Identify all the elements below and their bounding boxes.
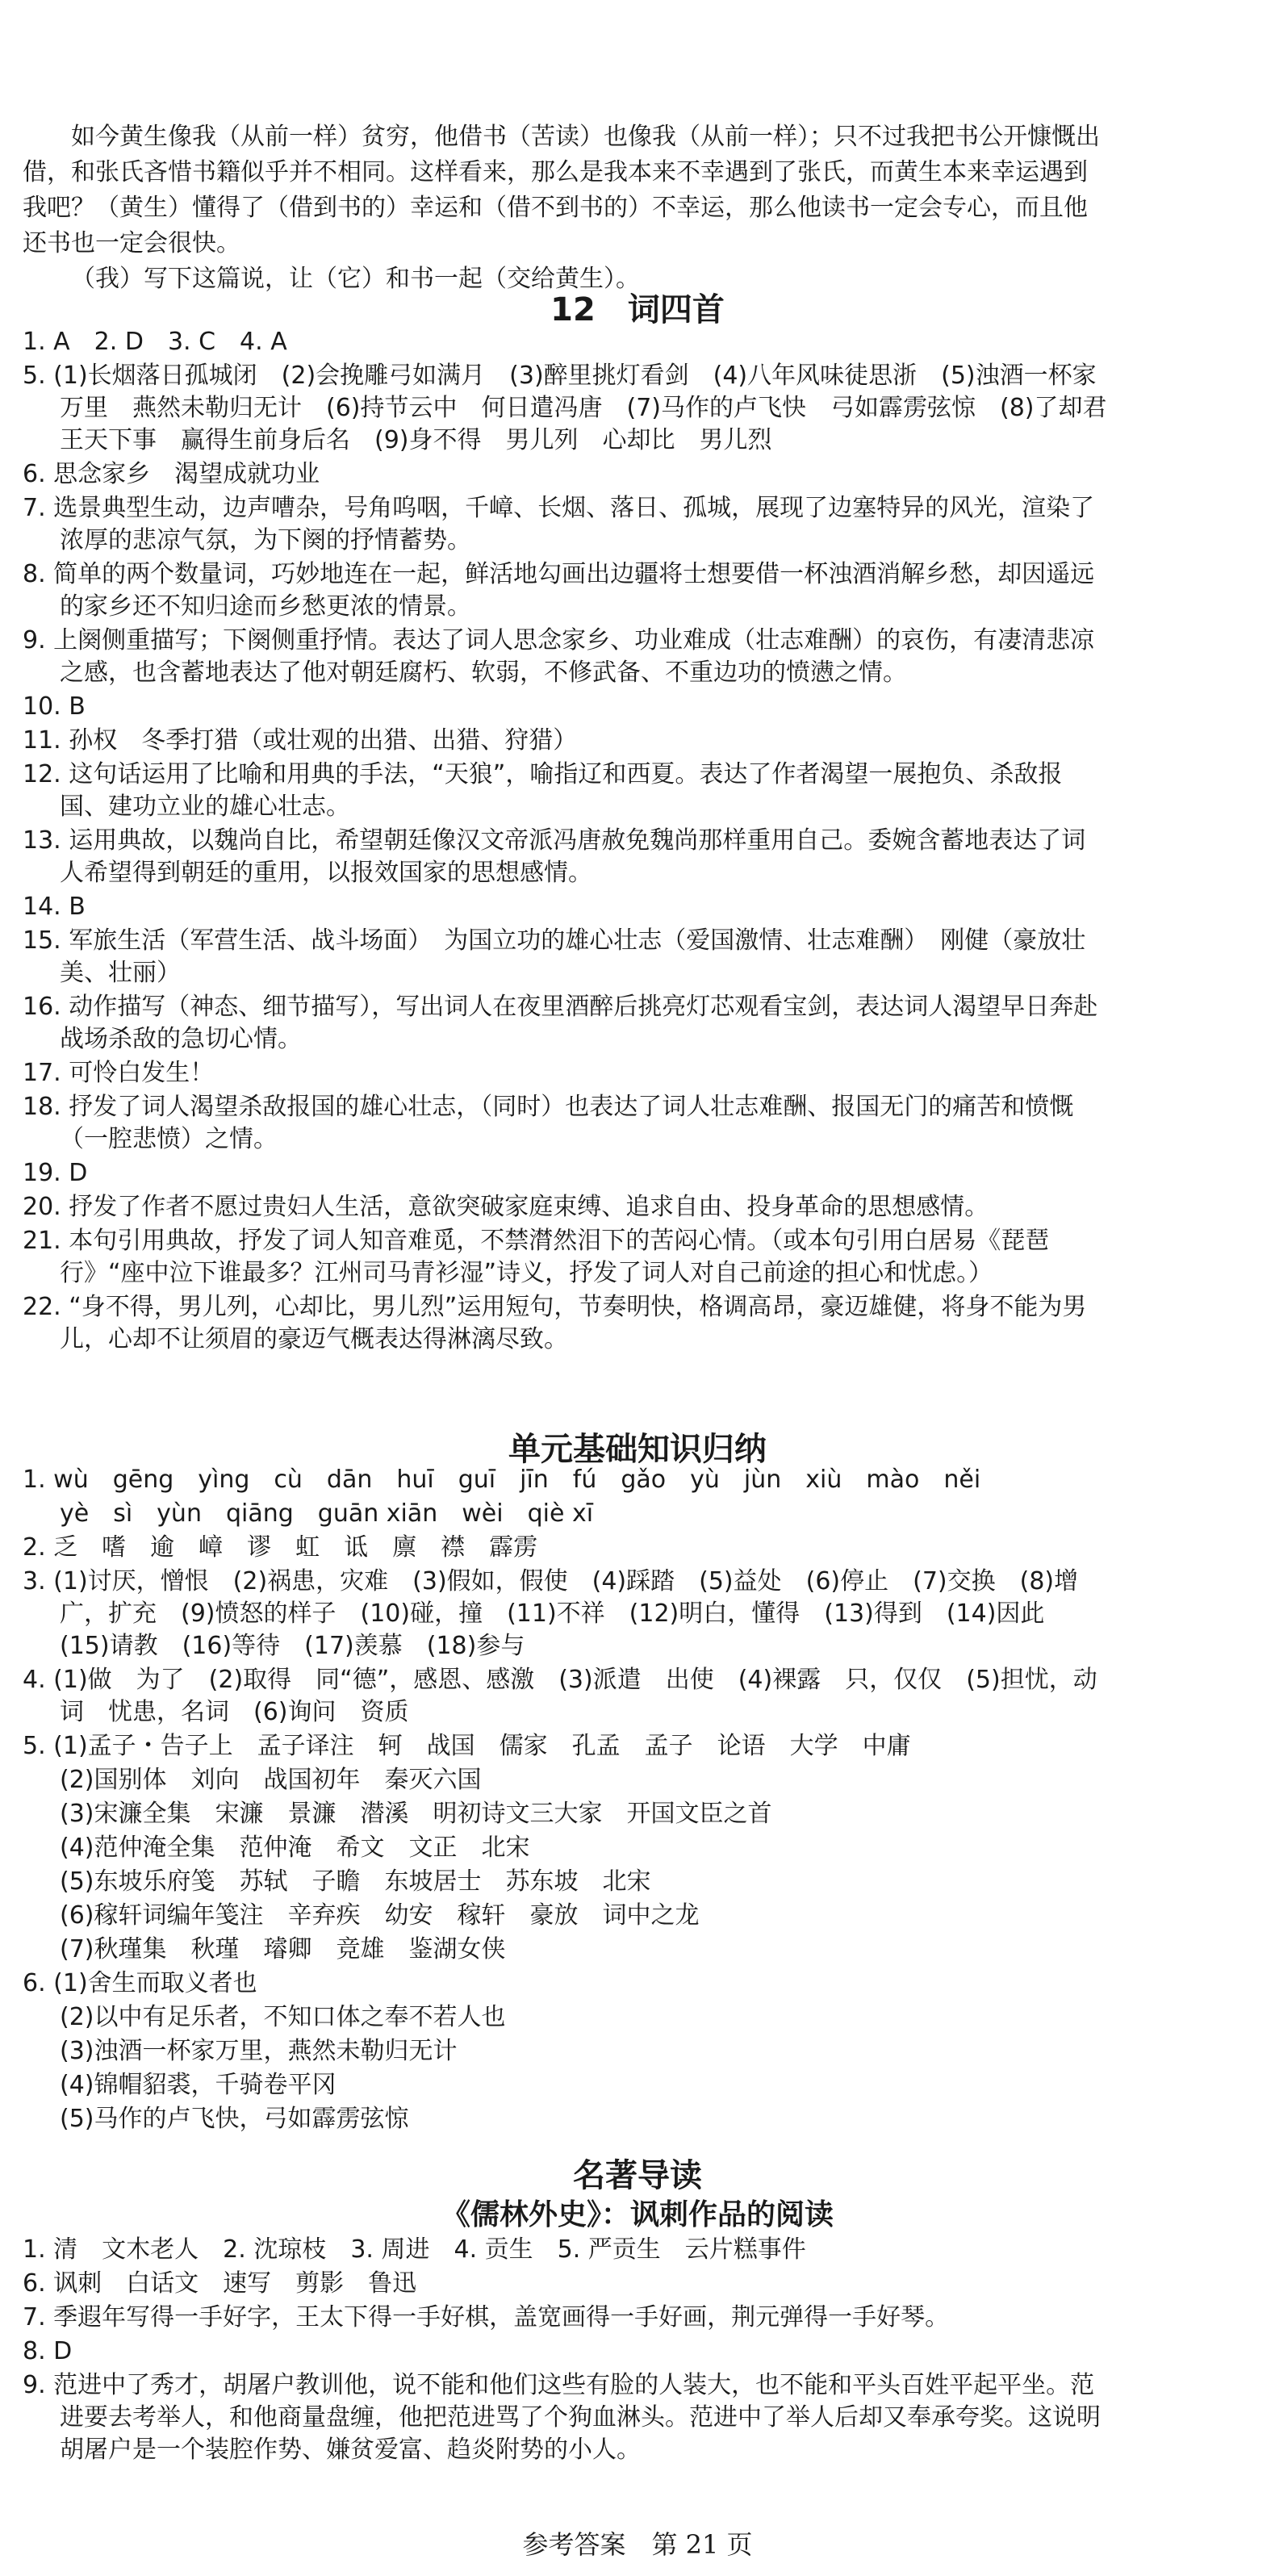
answer-item: 1. A 2. D 3. C 4. A [23,328,287,356]
pinyin-answers [23,1464,1108,1532]
answer-item: 8. D [23,2337,73,2365]
answer-item: 7. 季遐年写得一手好字，王太下得一手好棋，盖宽画得一手好画，荆元弹得一手好琴。 [23,2303,950,2331]
answer-item: 15. 军旅生活（军营生活、战斗场面） 为国立功的雄心壮志（爱国激情、壮志难酬） 刚健（豪放壮美、壮丽） [23,926,1086,987]
answer-subitem: (6)稼轩词编年笺注 辛弃疾 幼安 稼轩 豪放 词中之龙 [60,1901,700,1930]
answer-item: 17. 可怜白发生！ [23,1059,215,1087]
answer-item: 1. 清 文木老人 2. 沈琼枝 3. 周进 4. 贡生 5. 严贡生 云片糕事件 [23,2235,806,2264]
answer-subitem: (4)锦帽貂裘，千骑卷平冈 [60,2071,337,2099]
answer-item: 8. 简单的两个数量词，巧妙地连在一起，鲜活地勾画出边疆将士想要借一杯浊酒消解乡愁，却因遥远的家乡还不知归途而乡愁更浓的情景。 [23,560,1095,621]
answer-item: 5. (1)长烟落日孤城闭 (2)会挽雕弓如满月 (3)醉里挑灯看剑 (4)八年风味徒思浙 (5)浊酒一杯家万里 燕然未勒归无计 (6)持节云中 何日遣冯唐 (7)马作的卢飞快 弓如霹雳弦惊 (8)了却君王天下事 赢得生前身后名 (9)身不得 男儿列 心却比 男儿烈 [23,362,1107,454]
section-title: 单元基础知识归纳 [508,1431,767,1468]
answer-item: 16. 动作描写（神态、细节描写），写出词人在夜里酒醉后挑亮灯芯观看宝剑，表达词人渴望早日奔赴战场杀敌的急切心情。 [23,993,1098,1053]
answer-list [23,326,1108,1357]
answer-item: 6. (1)舍生而取义者也 [23,1969,257,1997]
answer-subitem: (4)范仲淹全集 范仲淹 希文 文正 北宋 [60,1834,530,1862]
answer-item: 20. 抒发了作者不愿过贵妇人生活，意欲突破家庭束缚、追求自由、投身革命的思想感情。 [23,1193,989,1221]
pinyin-line: 1. wù gēng yìng cù dān huī guī jīn fú gǎo yù jùn xiù mào něi [23,1466,981,1494]
translation-paragraph: 如今黄生像我（从前一样）贫穷，他借书（苦读）也像我（从前一样）；只不过我把书公开慷慨出借，和张氏吝惜书籍似乎并不相同。这样看来，那么是我本来不幸遇到了张氏，而黄生本来幸运遇到我吧？（黄生）懂得了（借到书的）幸运和（借不到书的）不幸运，那么他读书一定会专心，而且他还书也一定会很快。 [23,123,1100,257]
answer-item: 9. 上阕侧重描写；下阕侧重抒情。表达了词人思念家乡、功业难成（壮志难酬）的哀伤，有凄清悲凉之感，也含蓄地表达了他对朝廷腐朽、软弱，不修武备、不重边功的愤懑之情。 [23,626,1095,687]
answer-item: 5. (1)孟子・告子上 孟子译注 轲 战国 儒家 孔孟 孟子 论语 大学 中庸 [23,1732,911,1760]
answer-item: 12. 这句话运用了比喻和用典的手法，“天狼”，喻指辽和西夏。表达了作者渴望一展抱负、杀敌报国、建功立业的雄心壮志。 [23,760,1063,821]
answer-list [23,2234,1108,2468]
answer-subitem: (5)马作的卢飞快，弓如霹雳弦惊 [60,2105,409,2133]
translation-passage [23,119,1104,297]
section-title: 12 词四首 [550,291,725,328]
answer-subitem: (3)宋濂全集 宋濂 景濂 潜溪 明初诗文三大家 开国文臣之首 [60,1800,772,1828]
translation-paragraph: （我）写下这篇说，让（它）和书一起（交给黄生）。 [71,265,640,293]
answer-subitem: (2)国别体 刘向 战国初年 秦灭六国 [60,1766,482,1794]
answer-item: 22. “身不得，男儿列，心却比，男儿烈”运用短句，节奏明快，格调高昂，豪迈雄健，将身不能为男儿，心却不让须眉的豪迈气概表达得淋漓尽致。 [23,1293,1087,1353]
answer-subitem: (5)东坡乐府笺 苏轼 子瞻 东坡居士 苏东坡 北宋 [60,1867,651,1896]
answer-item: 4. (1)做 为了 (2)取得 同“德”，感恩、感激 (3)派遣 出使 (4)裸露 只，仅仅 (5)担忧，动词 忧患，名词 (6)询问 资质 [23,1666,1097,1726]
answer-item: 3. (1)讨厌，憎恨 (2)祸患，灾难 (3)假如，假使 (4)踩踏 (5)益处 (6)停止 (7)交换 (8)增广，扩充 (9)愤怒的样子 (10)碰，撞 (11)不祥 (12)明白，懂得 (13)得到 (14)因此 (15)请教 (16)等待 (17)羡慕 (18)参与 [23,1567,1079,1660]
answer-item: 7. 选景典型生动，边声嘈杂，号角呜咽，千嶂、长烟、落日、孤城，展现了边塞特异的风光，渲染了浓厚的悲凉气氛，为下阕的抒情蓄势。 [23,494,1095,554]
answer-item: 6. 思念家乡 渴望成就功业 [23,460,320,488]
answer-item: 13. 运用典故，以魏尚自比，希望朝廷像汉文帝派冯唐赦免魏尚那样重用自己。委婉含蓄地表达了词人希望得到朝廷的重用，以报效国家的思想感情。 [23,826,1086,887]
page-footer: 参考答案 第 21 页 [522,2529,753,2560]
answer-item: 14. B [23,893,86,921]
answer-subitem: (3)浊酒一杯家万里，燕然未勒归无计 [60,2037,458,2065]
answer-list [23,1532,1108,2137]
answer-subitem: (2)以中有足乐者，不知口体之奉不若人也 [60,2003,506,2031]
answer-item: 2. 乏 嗜 逾 嶂 谬 虹 诋 廪 襟 霹雳 [23,1533,538,1562]
answer-item: 18. 抒发了词人渴望杀敌报国的雄心壮志，（同时）也表达了词人壮志难酬、报国无门的痛苦和愤慨（一腔悲愤）之情。 [23,1093,1074,1153]
answer-item: 11. 孙权 冬季打猎（或壮观的出猎、出猎、狩猎） [23,726,578,755]
answer-item: 9. 范进中了秀才，胡屠户教训他，说不能和他们这些有脸的人装大，也不能和平头百姓平起平坐。范进要去考举人，和他商量盘缠，他把范进骂了个狗血淋头。范进中了举人后却又奉承夸奖。这说明胡屠户是一个装腔作势、嫌贫爱富、趋炎附势的小人。 [23,2371,1101,2464]
pinyin-line: yè sì yùn qiāng guān xiān wèi qiè xī [60,1499,594,1528]
section-subtitle: 《儒林外史》：讽刺作品的阅读 [441,2198,834,2231]
answer-item: 6. 讽刺 白话文 速写 剪影 鲁迅 [23,2269,417,2298]
answer-item: 19. D [23,1159,88,1187]
answer-item: 21. 本句引用典故，抒发了词人知音难觅，不禁潸然泪下的苦闷心情。（或本句引用白居易《琵琶行》“座中泣下谁最多？江州司马青衫湿”诗义，抒发了词人对自己前途的担心和忧虑。） [23,1227,1050,1287]
answer-subitem: (7)秋瑾集 秋瑾 璿卿 竞雄 鉴湖女侠 [60,1935,506,1963]
answer-item: 10. B [23,692,86,721]
section-title: 名著导读 [573,2157,702,2194]
